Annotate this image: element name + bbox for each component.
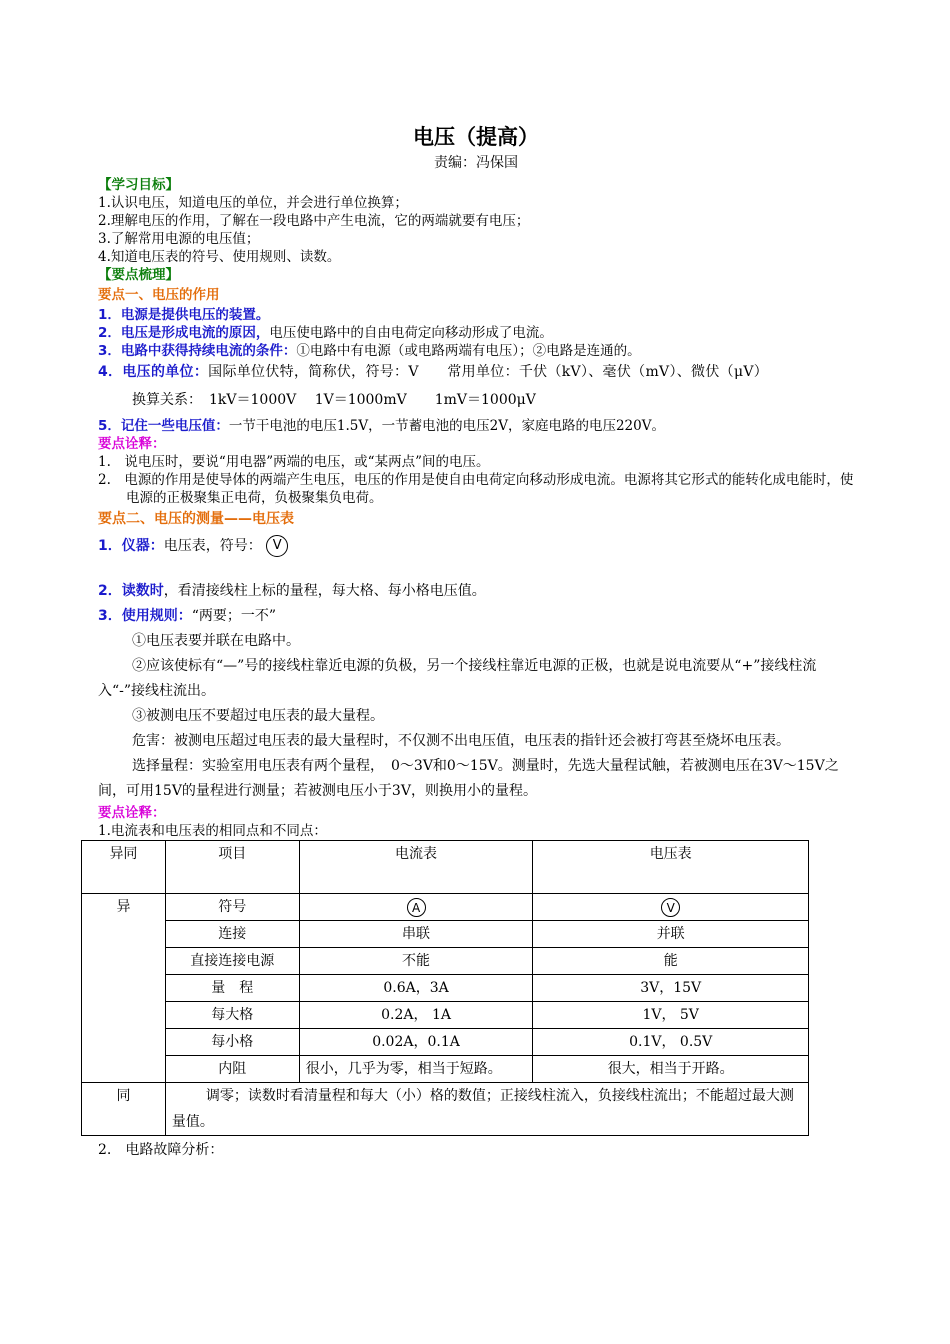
page-title: 电压（提高） (413, 125, 539, 149)
table-header-row (82, 841, 809, 894)
point1-line3-rest: ①电路中有电源（或电路两端有电压）；②电路是连通的。 (296, 343, 641, 359)
row-item: 直接连接电源 (165, 948, 299, 975)
instrument-line (98, 534, 854, 559)
same-label: 同 (82, 1083, 166, 1136)
table-corner: 异同 (82, 841, 166, 894)
ammeter-symbol-icon: A (407, 898, 426, 917)
goal-item: 3.了解常用电源的电压值； (98, 231, 260, 247)
point1-line4 (98, 360, 854, 385)
table-row (82, 975, 809, 1002)
point1-line5-bold: 5．记住一些电压值： (98, 418, 229, 434)
row-item: 符号 (165, 894, 299, 921)
point1-note2: 2. 电源的作用是使导体的两端产生电压，电压的作用是使自由电荷定向移动形成电流。电源将其它形式的能转化成电能时，使电源的正极聚集正电荷，负极聚集负电荷。 (98, 472, 854, 506)
point1-line3 (98, 342, 854, 360)
point1-line2-bold: 2．电压是形成电流的原因， (98, 325, 270, 341)
point1-line4-rest: 国际单位伏特，简称伏，符号：V 常用单位：千伏（kV）、毫伏（mV）、微伏（μV） (208, 364, 769, 380)
voltmeter-cell: 能 (533, 948, 809, 975)
ammeter-cell: 0.02A，0.1A (299, 1029, 533, 1056)
ammeter-symbol-cell (299, 894, 533, 921)
point1-line1: 1．电源是提供电压的装置。 (98, 307, 270, 323)
ammeter-cell: 0.2A， 1A (299, 1002, 533, 1029)
voltmeter-cell: 1V， 5V (533, 1002, 809, 1029)
point1-line2-rest: 电压使电路中的自由电荷定向移动形成了电流。 (269, 325, 553, 341)
point1-line5-rest: 一节干电池的电压1.5V，一节蓄电池的电压2V，家庭电路的电压220V。 (228, 418, 665, 434)
table-row (82, 921, 809, 948)
voltmeter-cell: 3V，15V (533, 975, 809, 1002)
goal-item: 2.理解电压的作用，了解在一段电路中产生电流，它的两端就要有电压； (98, 213, 530, 229)
ammeter-cell: 不能 (299, 948, 533, 975)
point2-heading: 要点二、电压的测量——电压表 (98, 511, 294, 527)
table-row-same (82, 1083, 809, 1136)
same-text: 调零；读数时看清量程和每大（小）格的数值；正接线柱流入，负接线柱流出；不能超过最大测量值。 (165, 1083, 808, 1136)
table-row (82, 1056, 809, 1083)
voltmeter-symbol-cell (533, 894, 809, 921)
table-row (82, 948, 809, 975)
voltmeter-symbol-icon: V (661, 898, 680, 917)
point1-note-heading: 要点诠释： (98, 436, 166, 452)
rule-1: ①电压表要并联在电路中。 (132, 633, 300, 649)
point1-line4-bold: 4．电压的单位： (98, 364, 209, 380)
table-intro: 1.电流表和电压表的相同点和不同点： (98, 823, 327, 839)
footer-line: 2. 电路故障分析： (98, 1142, 224, 1158)
reading-bold: 2．读数时 (98, 583, 164, 599)
rule-2: ②应该使标有“—”号的接线柱靠近电源的负极，另一个接线柱靠近电源的正极，也就是说电流要从“+”接线柱流入“-”接线柱流出。 (98, 658, 817, 699)
row-item: 每大格 (165, 1002, 299, 1029)
instrument-bold: 1．仪器： (98, 538, 164, 554)
point2-note-heading: 要点诠释： (98, 805, 166, 821)
row-item: 连接 (165, 921, 299, 948)
comparison-table (81, 840, 809, 1136)
ammeter-cell: 串联 (299, 921, 533, 948)
header-voltmeter: 电压表 (533, 841, 809, 894)
diff-label: 异 (82, 894, 166, 1083)
reading-rest: ，看清接线柱上标的量程，每大格、每小格电压值。 (163, 583, 486, 599)
ammeter-cell: 0.6A，3A (299, 975, 533, 1002)
point1-heading: 要点一、电压的作用 (98, 287, 220, 303)
goal-item: 1.认识电压，知道电压的单位，并会进行单位换算； (98, 195, 408, 211)
goals-heading: 【学习目标】 (98, 177, 179, 193)
summary-heading: 【要点梳理】 (98, 267, 179, 283)
header-ammeter: 电流表 (299, 841, 533, 894)
rule-3: ③被测电压不要超过电压表的最大量程。 (132, 708, 384, 724)
table-row (82, 1002, 809, 1029)
harm-paragraph: 危害：被测电压超过电压表的最大量程时，不仅测不出电压值，电压表的指针还会被打弯甚至烧坏电压表。 (132, 733, 790, 749)
row-item: 内阻 (165, 1056, 299, 1083)
row-item: 每小格 (165, 1029, 299, 1056)
instrument-rest: 电压表，符号： (163, 538, 262, 554)
point1-line2 (98, 324, 854, 342)
table-row (82, 894, 809, 921)
point1-line5 (98, 417, 854, 435)
header-item: 项目 (165, 841, 299, 894)
row-item: 量 程 (165, 975, 299, 1002)
author-line: 责编：冯保国 (434, 155, 518, 171)
table-row (82, 1029, 809, 1056)
unit-conversion: 换算关系： 1kV＝1000V 1V＝1000mV 1mV＝1000μV (132, 392, 536, 408)
rules-rest: “两要；一不” (191, 608, 277, 624)
rules-bold: 3．使用规则： (98, 608, 192, 624)
voltmeter-cell: 并联 (533, 921, 809, 948)
voltmeter-symbol-icon: V (266, 535, 288, 557)
document-page (98, 122, 854, 1163)
voltmeter-cell: 0.1V， 0.5V (533, 1029, 809, 1056)
reading-line (98, 579, 854, 604)
point1-note1: 1. 说电压时，要说“用电器”两端的电压，或“某两点”间的电压。 (98, 454, 490, 470)
rules-line (98, 604, 854, 629)
point1-line3-bold: 3．电路中获得持续电流的条件： (98, 343, 297, 359)
voltmeter-cell: 很大，相当于开路。 (533, 1056, 809, 1083)
goal-item: 4.知道电压表的符号、使用规则、读数。 (98, 249, 341, 265)
ammeter-cell: 很小，几乎为零，相当于短路。 (299, 1056, 533, 1083)
range-paragraph: 选择量程：实验室用电压表有两个量程， 0～3V和0～15V。测量时，先选大量程试触，若被测电压在3V～15V之间，可用15V的量程进行测量；若被测电压小于3V，则换用小的量程。 (98, 758, 839, 799)
